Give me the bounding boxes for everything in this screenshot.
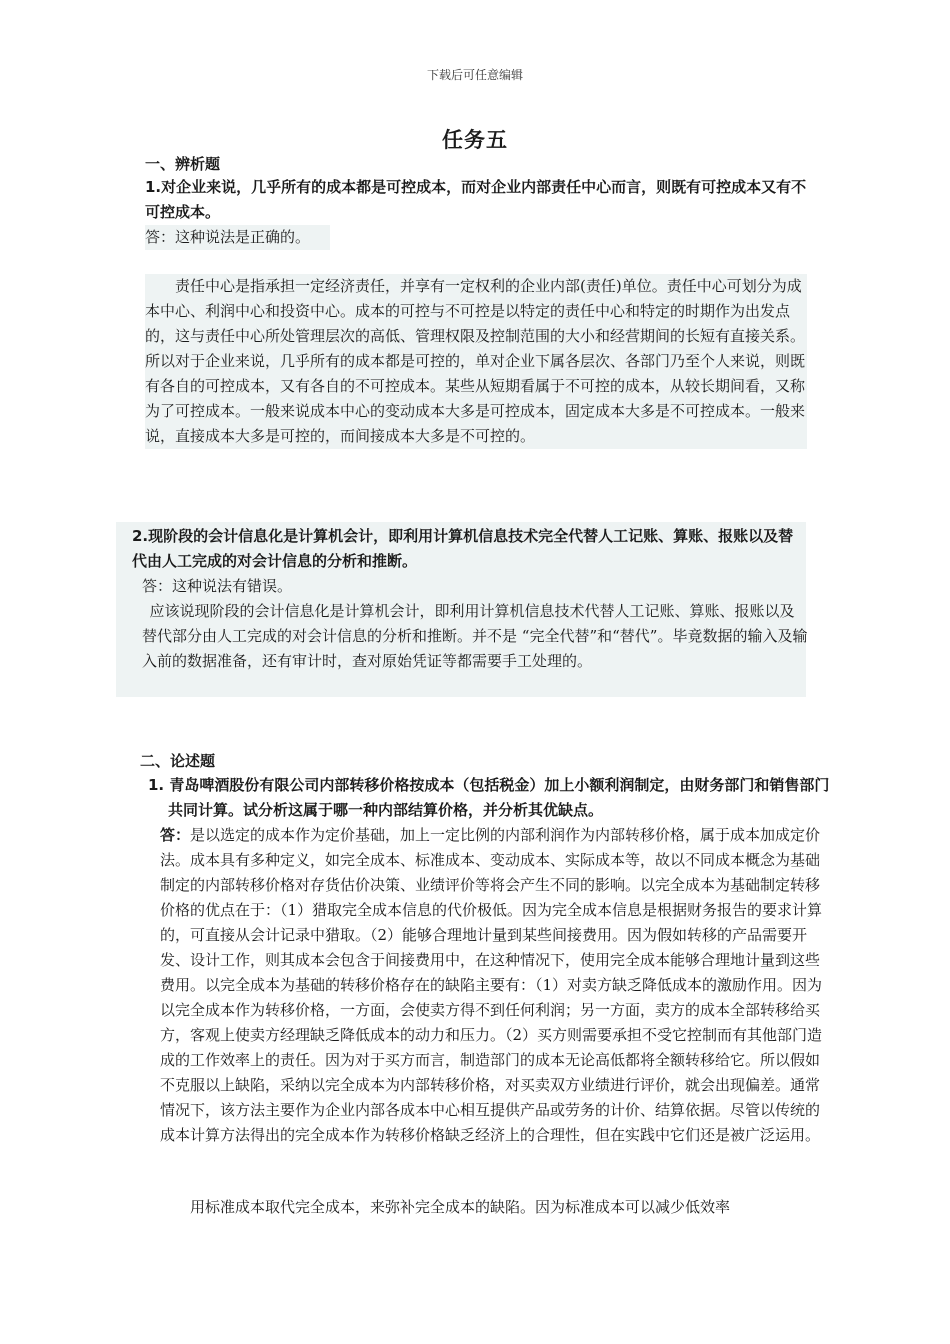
header-note: 下载后可任意编辑	[426, 68, 523, 82]
section2-q1-body	[160, 823, 824, 1148]
section2-q1-body-text: 是以选定的成本作为定价基础，加上一定比例的内部利润作为内部转移价格，属于成本加成定价法。成本具有多种定义，如完全成本、标准成本、变动成本、实际成本等，故以不同成本概念为基础制定的内部转移价格对存货估价决策、业绩评价等将会产生不同的影响。以完全成本为基础制定转移价格的优点在于：（1）猎取完全成本信息的代价极低。因为完全成本信息是根据财务报告的要求计算的，可直接从会计记录中猎取。（2）能够合理地计量到某些间接费用。因为假如转移的产品需要开发、设计工作，则其成本会包含于间接费用中，在这种情况下，使用完全成本能够合理地计量到这些费用。以完全成本为基础的转移价格存在的缺陷主要有：（1）对卖方缺乏降低成本的激励作用。因为以完全成本作为转移价格，一方面，会使卖方得不到任何利润；另一方面，卖方的成本全部转移给买方，客观上使卖方经理缺乏降低成本的动力和压力。（2）买方则需要承担不受它控制而有其他部门造成的工作效率上的责任。因为对于买方而言，制造部门的成本无论高低都将全额转移给它。所以假如不克服以上缺陷，采纳以完全成本为内部转移价格，对买卖双方业绩进行评价，就会出现偏差。通常情况下，该方法主要作为企业内部各成本中心相互提供产品或劳务的计价、结算依据。尽管以传统的成本计算方法得出的完全成本作为转移价格缺乏经济上的合理性，但在实践中它们还是被广泛运用。	[160, 826, 823, 1144]
section2-q1-answer-prefix: 答：	[160, 826, 191, 844]
section1-q2-answer: 答：这种说法有错误。	[142, 577, 293, 595]
section2-heading: 二、论述题	[140, 752, 216, 770]
section1-q2-body: 应该说现阶段的会计信息化是计算机会计，即利用计算机信息技术代替人工记账、算账、报账以及替代部分由人工完成的对会计信息的分析和推断。并不是 “完全代替”和“替代”。毕竟数据的输入及输入前的数据准备，还有审计时，查对原始凭证等都需要手工处理的。	[142, 602, 808, 670]
section1-q1-question: 1.对企业来说，几乎所有的成本都是可控成本，而对企业内部责任中心而言，则既有可控成本又有不可控成本。	[145, 178, 807, 221]
page-title: 任务五	[442, 127, 508, 152]
section2-q1-body2: 用标准成本取代完全成本，来弥补完全成本的缺陷。因为标准成本可以减少低效率	[190, 1198, 731, 1216]
section1-q2-question: 2.现阶段的会计信息化是计算机会计，即利用计算机信息技术完全代替人工记账、算账、报账以及替代由人工完成的对会计信息的分析和推断。	[132, 527, 794, 570]
section1-heading: 一、辨析题	[145, 155, 221, 173]
section1-q1-answer: 答：这种说法是正确的。	[145, 225, 330, 250]
section1-q1-body: 责任中心是指承担一定经济责任，并享有一定权利的企业内部(责任)单位。责任中心可划分为成本中心、利润中心和投资中心。成本的可控与不可控是以特定的责任中心和特定的时期作为出发点的，这与责任中心所处管理层次的高低、管理权限及控制范围的大小和经营期间的长短有直接关系。所以对于企业来说，几乎所有的成本都是可控的，单对企业下属各层次、各部门乃至个人来说，则既有各自的可控成本，又有各自的不可控成本。某些从短期看属于不可控的成本，从较长期间看，又称为了可控成本。一般来说成本中心的变动成本大多是可控成本，固定成本大多是不可控成本。一般来说，直接成本大多是可控的，而间接成本大多是不可控的。	[145, 274, 807, 449]
section2-q1-question: 1. 青岛啤酒股份有限公司内部转移价格按成本（包括税金）加上小额利润制定，由财务部门和销售部门共同计算。试分析这属于哪一种内部结算价格，并分析其优缺点。	[148, 776, 830, 819]
